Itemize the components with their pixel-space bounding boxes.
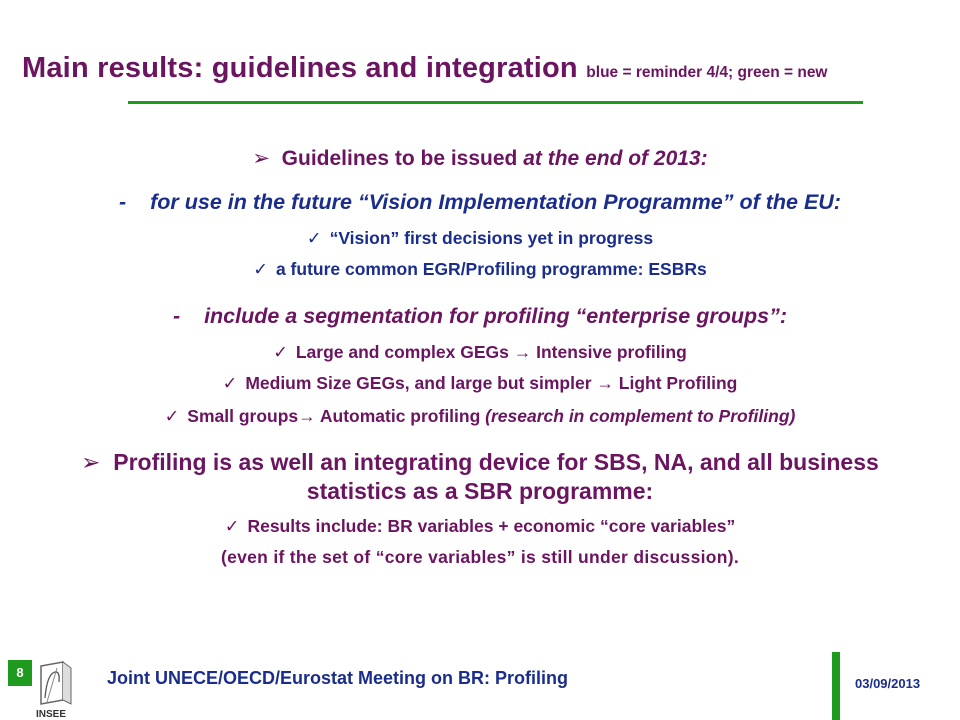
svg-text:INSEE: INSEE: [36, 709, 67, 720]
insee-logo: [33, 660, 78, 720]
results-note: (even if the set of “core variables” is still under discussion).: [220, 547, 740, 567]
check-item-text: Results include: BR variables + economic “core variables”: [247, 516, 736, 536]
footer-text: [107, 668, 568, 689]
bullet-integration-line1: Profiling is as well an integrating device for SBS, NA, and all business: [113, 449, 879, 475]
check-item: [0, 342, 960, 363]
arrow-bullet-icon: ➢: [81, 449, 101, 475]
check-item-text: “Vision” first decisions yet in progress: [329, 228, 654, 248]
check-item: [0, 228, 960, 249]
bullet-integration: [0, 449, 960, 476]
title-note: blue = reminder 4/4; green = new: [586, 64, 828, 81]
bullet-integration-cont: [0, 478, 960, 505]
dash-item-segmentation-text: include a segmentation for profiling “enterprise groups”:: [204, 304, 788, 328]
dash-item-segmentation: [0, 304, 960, 329]
dash-item-vision-text: for use in the future “Vision Implementation Programme” of the EU:: [150, 190, 841, 214]
arrow-bullet-icon: ➢: [252, 147, 270, 170]
check-icon: ✓: [222, 373, 238, 393]
right-arrow-icon: →: [513, 342, 532, 362]
dash-item-vision: [0, 190, 960, 215]
check-icon: ✓: [306, 228, 322, 248]
dash-icon: -: [119, 190, 127, 214]
right-arrow-icon: →: [298, 406, 316, 426]
title-divider: [128, 101, 863, 104]
check-icon: ✓: [224, 516, 240, 536]
check-item: [0, 373, 960, 394]
bullet-guidelines-text: Guidelines to be issued: [281, 147, 524, 170]
check-item-text: a future common EGR/Profiling programme: ESBRs: [275, 259, 707, 279]
segment-right: Intensive profiling: [536, 342, 687, 362]
footer-text-part2: on BR: Profiling: [431, 668, 569, 688]
footer-divider: [832, 652, 840, 720]
check-icon: ✓: [253, 259, 268, 279]
slide-number: 8: [8, 660, 32, 686]
segment-emph: (research in complement to Profiling): [485, 406, 796, 426]
segment-right: Automatic profiling: [319, 406, 486, 426]
segment-left: Medium Size GEGs, and large but simpler: [245, 373, 592, 393]
bullet-guidelines: [0, 146, 960, 171]
footer-date: 03/09/2013: [855, 676, 921, 691]
check-item: [0, 406, 960, 427]
title-main: Main results: guidelines and integration: [22, 52, 578, 84]
dash-icon: -: [172, 304, 181, 328]
check-icon: ✓: [273, 342, 288, 362]
segment-right: Light Profiling: [618, 373, 738, 393]
segment-left: Small groups: [187, 406, 299, 426]
check-icon: ✓: [164, 406, 180, 426]
right-arrow-icon: →: [596, 373, 614, 393]
slide-title: [22, 52, 952, 85]
segment-left: Large and complex GEGs: [295, 342, 509, 362]
footer-text-part1: Joint UNECE/OECD/Eurostat Meeting: [107, 668, 432, 688]
check-item: [0, 516, 960, 537]
bullet-guidelines-emph: at the end of 2013:: [523, 147, 708, 170]
bullet-integration-line2: statistics as a SBR programme:: [306, 478, 654, 504]
check-item: [0, 259, 960, 280]
